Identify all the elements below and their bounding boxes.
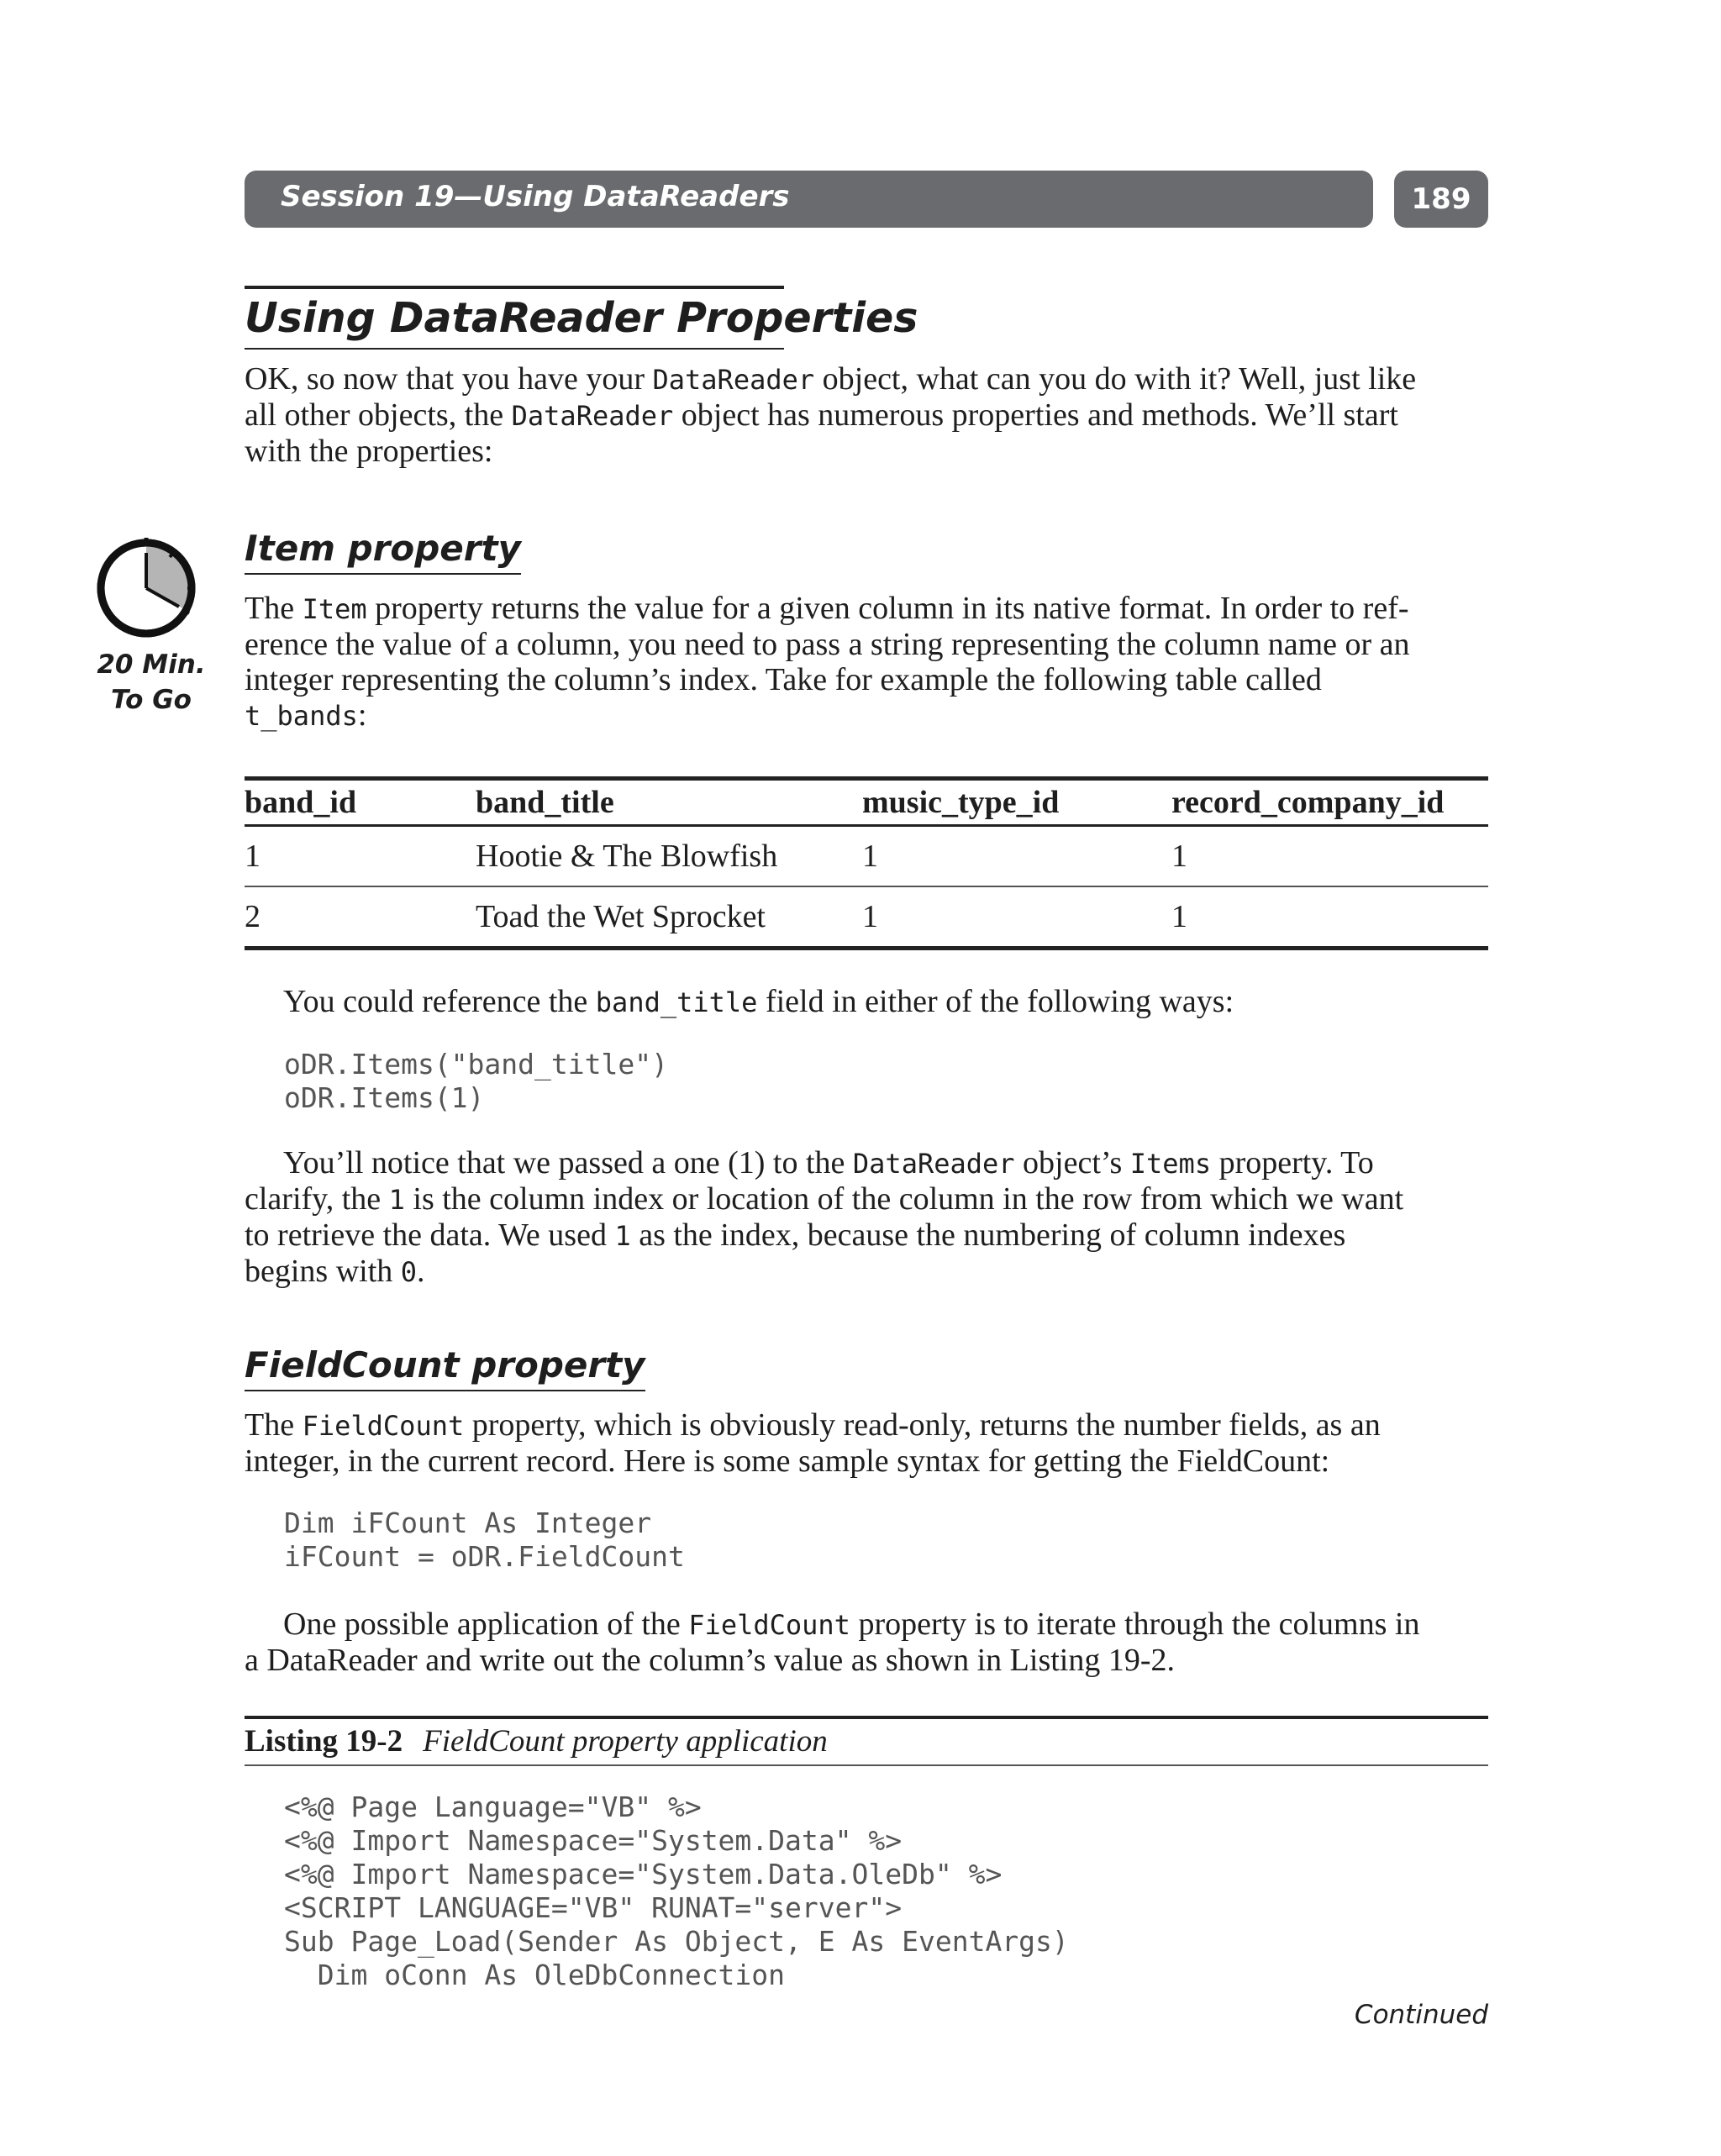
listing-title: FieldCount property application (423, 1724, 828, 1759)
table-header-cell: band_title (476, 779, 862, 826)
table-cell: 1 (862, 826, 1171, 887)
intro-paragraph: OK, so now that you have your DataReader object, what can you do with it? Well, just like all other objects, the DataReader object has numerous properties and methods. We’ll start with the properties: (245, 361, 1417, 469)
listing-label: Listing 19-2 (245, 1724, 403, 1759)
table-cell: 1 (1171, 826, 1488, 887)
index-explanation-paragraph: You’ll notice that we passed a one (1) to the DataReader object’s Items property. To clarify, the 1 is the column index or location of the column in the row from which we want to retrieve the data. We used 1 as the index, because the numbering of column indexes begins with 0. (245, 1145, 1404, 1289)
table-cell: 1 (245, 826, 476, 887)
code-line: <%@ Import Namespace="System.Data.OleDb" %> (284, 1858, 1003, 1890)
code-line: Dim iFCount As Integer (284, 1507, 652, 1539)
fieldcount-property-heading: FieldCount property (245, 1341, 645, 1391)
table-cell: Hootie & The Blowfish (476, 826, 862, 887)
reference-paragraph: You could reference the band_title field in either of the following ways: (283, 984, 1234, 1019)
table-cell: 2 (245, 886, 476, 949)
table-header-cell: music_type_id (862, 779, 1171, 826)
section-heading: Using DataReader Properties (245, 286, 784, 350)
table-cell: 1 (1171, 886, 1488, 949)
table-header-cell: record_company_id (1171, 779, 1488, 826)
fieldcount-paragraph: The FieldCount property, which is obviously read-only, returns the number fields, as an integer, in the current record. Here is some sample syntax for getting the FieldCount: (245, 1407, 1381, 1479)
code-line: oDR.Items("band_title") (284, 1048, 668, 1081)
code-line: <SCRIPT LANGUAGE="VB" RUNAT="server"> (284, 1891, 903, 1924)
table-header-cell: band_id (245, 779, 476, 826)
code-sample-fieldcount (284, 1507, 685, 1574)
running-header-title: Session 19—Using DataReaders (281, 180, 790, 213)
fieldcount-application-paragraph: One possible application of the FieldCount property is to iterate through the columns in a DataReader and write out the column’s value as shown in Listing 19-2. (245, 1606, 1420, 1678)
clock-icon (95, 534, 208, 648)
table-cell: 1 (862, 886, 1171, 949)
code-line: <%@ Page Language="VB" %> (284, 1791, 702, 1823)
code-line: Sub Page_Load(Sender As Object, E As EventArgs) (284, 1925, 1069, 1958)
code-sample-items (284, 1048, 668, 1115)
code-line: oDR.Items(1) (284, 1081, 485, 1114)
continued-label: Continued (1354, 2000, 1488, 2030)
listing-code (284, 1791, 1069, 1992)
table-row (245, 826, 1488, 887)
table-header-row (245, 779, 1488, 826)
page-number: 189 (1394, 171, 1488, 228)
item-property-paragraph: The Item property returns the value for a given column in its native format. In order to ref- erence the value of a column, you need to pass a string representing the column name or an integer representing the column’s index. Take for example the following table called t_bands: (245, 591, 1410, 733)
bands-table (245, 776, 1488, 950)
margin-note-time: 20 Min. To Go (97, 649, 206, 715)
table-cell: Toad the Wet Sprocket (476, 886, 862, 949)
code-line: <%@ Import Namespace="System.Data" %> (284, 1824, 903, 1857)
code-line: Dim oConn As OleDbConnection (284, 1959, 786, 1991)
code-line: iFCount = oDR.FieldCount (284, 1540, 685, 1573)
listing-caption (245, 1716, 1488, 1766)
item-property-heading: Item property (245, 524, 521, 575)
table-row (245, 886, 1488, 949)
